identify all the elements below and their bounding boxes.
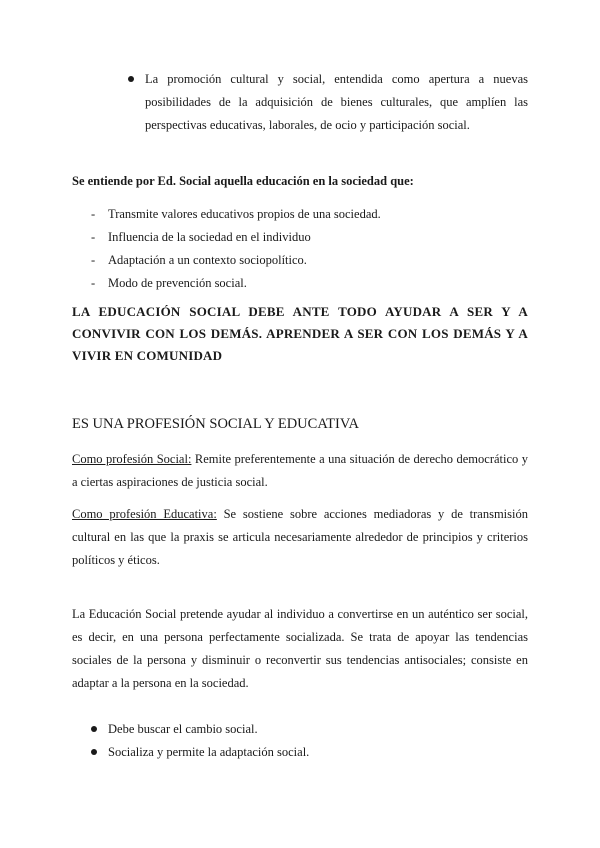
bullet-icon bbox=[91, 726, 97, 732]
list-item-text: Socializa y permite la adaptación social. bbox=[108, 745, 310, 759]
profession-social-paragraph bbox=[72, 448, 528, 494]
dash-icon: - bbox=[91, 207, 96, 221]
list-item-text: Adaptación a un contexto sociopolítico. bbox=[108, 253, 307, 267]
emphasis-paragraph: LA EDUCACIÓN SOCIAL DEBE ANTE TODO AYUDAR A SER Y A CONVIVIR CON LOS DEMÁS. APRENDER A SER CON LOS DEMÁS Y A VIVIR EN COMUNIDAD bbox=[72, 304, 528, 363]
list-item-text: Modo de prevención social. bbox=[108, 276, 247, 290]
list-item-text: Transmite valores educativos propios de una sociedad. bbox=[108, 207, 381, 221]
profession-educativa-paragraph bbox=[72, 503, 528, 572]
dash-icon: - bbox=[91, 276, 96, 290]
body-paragraph: La Educación Social pretende ayudar al individuo a convertirse en un auténtico ser social, es decir, en una persona perfectamente socializada. Se trata de apoyar las tendencias sociales de la persona y disminuir o reconvertir sus tendencias antisociales; consiste en adaptar a la persona en la sociedad. bbox=[72, 607, 528, 690]
section-title: ES UNA PROFESIÓN SOCIAL Y EDUCATIVA bbox=[72, 416, 359, 432]
definition-heading: Se entiende por Ed. Social aquella educación en la sociedad que: bbox=[72, 174, 414, 188]
bullet-icon bbox=[128, 76, 134, 82]
dash-icon: - bbox=[91, 253, 96, 267]
bullet-icon bbox=[91, 749, 97, 755]
profession-social-text: Remite preferentemente a una situación de derecho democrático y a ciertas aspiraciones de justicia social. bbox=[72, 452, 528, 489]
profession-educativa-text: Se sostiene sobre acciones mediadoras y de transmisión cultural en las que la praxis se articula necesariamente alrededor de principios y criterios políticos y éticos. bbox=[72, 507, 528, 567]
intro-bullet-text: La promoción cultural y social, entendida como apertura a nuevas posibilidades de la adquisición de bienes culturales, que amplíen las perspectivas educativas, laborales, de ocio y participación social. bbox=[145, 72, 528, 132]
list-item-text: Debe buscar el cambio social. bbox=[108, 722, 258, 736]
profession-educativa-label: Como profesión Educativa: bbox=[72, 507, 217, 521]
list-item-text: Influencia de la sociedad en el individuo bbox=[108, 230, 311, 244]
dash-icon: - bbox=[91, 230, 96, 244]
profession-social-label: Como profesión Social: bbox=[72, 452, 192, 466]
